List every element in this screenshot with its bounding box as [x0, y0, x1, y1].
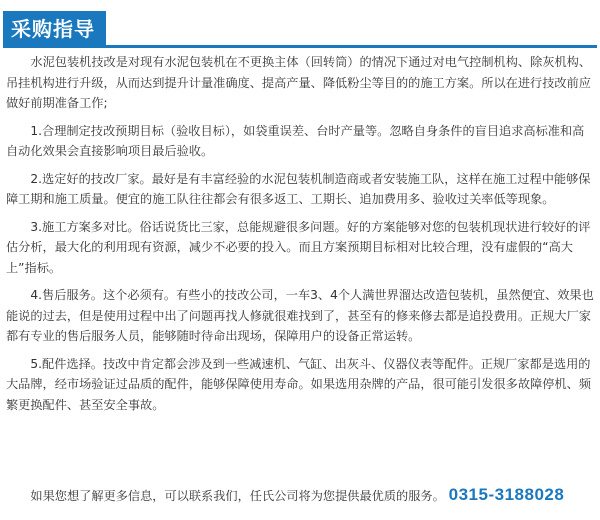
intro-paragraph: 水泥包装机技改是对现有水泥包装机在不更换主体（回转筒）的情况下通过对电气控制机构、除灰机构、吊挂机构进行升级，从而达到提升计量准确度、提高产量、降低粉尘等目的的施工方案。所以在进行技改前应做好前期准备工作; [6, 55, 592, 110]
point-1-paragraph: 1.合理制定技改预期目标（验收目标），如袋重误差、台时产量等。忽略自身条件的盲目追求高标准和高自动化效果会直接影响项目最后验收。 [6, 123, 585, 158]
section-header [0, 0, 600, 48]
section-title: 采购指导 [11, 17, 95, 41]
point-3-paragraph: 3.施工方案多对比。俗话说货比三家，总能规避很多问题。好的方案能够对您的包装机现状进行较好的评估分析，最大化的利用现有资源，减少不必要的投入。而且方案预期目标相对比较合理，没有虚假的“高大上”指标。 [6, 219, 591, 275]
point-4-paragraph: 4.售后服务。这个必须有。有些小的技改公司，一车3、4个人满世界溜达改造包装机，虽然便宜、效果也能说的过去，但是使用过程中出了问题再找人修就很难找到了，甚至有的修来修去都是追投费用。正规大厂家都有专业的售后服务人员，能够随时待命出现场，保障用户的设备正常运转。 [6, 288, 594, 343]
article-body [6, 52, 595, 415]
contact-text: 如果您想了解更多信息，可以联系我们，任氏公司将为您提供最优质的服务。 [30, 489, 445, 503]
point-2-paragraph: 2.选定好的技改厂家。最好是有丰富经验的水泥包装机制造商或者安装施工队，这样在施工过程中能够保障工期和施工质量。便宜的施工队往往都会有很多返工、工期长、追加费用多、验收过关率低等现象。 [6, 171, 591, 206]
header-divider [3, 45, 597, 48]
contact-footer [6, 485, 595, 506]
title-tab [3, 11, 106, 47]
phone-number[interactable]: 0315-3188028 [448, 485, 565, 504]
point-5-paragraph: 5.配件选择。技改中肯定都会涉及到一些减速机、气缸、出灰斗、仪器仪表等配件。正规厂家都是选用的大品牌，经市场验证过品质的配件，能够保障使用寿命。如果选用杂牌的产品，很可能引发很多故障停机、频繁更换配件、甚至安全事故。 [6, 356, 591, 412]
